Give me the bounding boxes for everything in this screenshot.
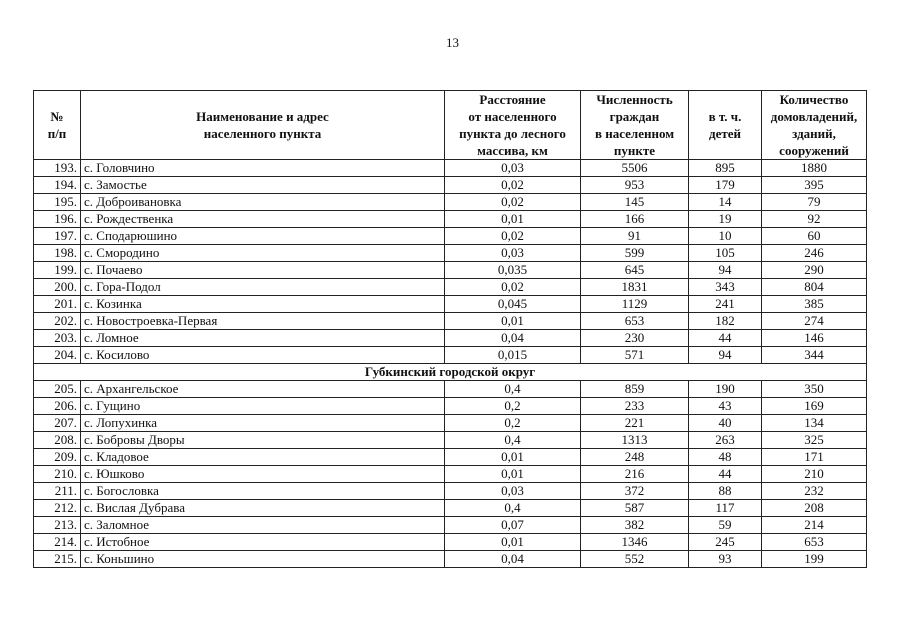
cell-population: 599 bbox=[581, 245, 689, 262]
header-line: № bbox=[50, 109, 64, 124]
cell-name: с. Богословка bbox=[81, 483, 445, 500]
cell-num: 198. bbox=[34, 245, 81, 262]
header-line: Численность bbox=[596, 92, 673, 107]
cell-children: 48 bbox=[689, 449, 762, 466]
cell-buildings: 208 bbox=[762, 500, 867, 517]
cell-num: 200. bbox=[34, 279, 81, 296]
cell-population: 5506 bbox=[581, 160, 689, 177]
cell-children: 241 bbox=[689, 296, 762, 313]
header-line: населенного пункта bbox=[203, 126, 322, 141]
cell-num: 210. bbox=[34, 466, 81, 483]
header-line: Количество bbox=[779, 92, 849, 107]
cell-name: с. Почаево bbox=[81, 262, 445, 279]
header-line: зданий, bbox=[792, 126, 836, 141]
header-children bbox=[689, 91, 762, 160]
cell-children: 14 bbox=[689, 194, 762, 211]
cell-population: 653 bbox=[581, 313, 689, 330]
cell-num: 195. bbox=[34, 194, 81, 211]
cell-distance: 0,015 bbox=[445, 347, 581, 364]
cell-children: 10 bbox=[689, 228, 762, 245]
cell-name: с. Косилово bbox=[81, 347, 445, 364]
cell-population: 216 bbox=[581, 466, 689, 483]
cell-num: 196. bbox=[34, 211, 81, 228]
cell-distance: 0,4 bbox=[445, 381, 581, 398]
cell-population: 552 bbox=[581, 551, 689, 568]
cell-distance: 0,01 bbox=[445, 466, 581, 483]
header-line: пункте bbox=[613, 143, 656, 158]
cell-buildings: 653 bbox=[762, 534, 867, 551]
cell-num: 194. bbox=[34, 177, 81, 194]
cell-num: 214. bbox=[34, 534, 81, 551]
cell-num: 197. bbox=[34, 228, 81, 245]
header-line: в т. ч. bbox=[708, 109, 742, 124]
cell-population: 1831 bbox=[581, 279, 689, 296]
cell-population: 145 bbox=[581, 194, 689, 211]
cell-buildings: 171 bbox=[762, 449, 867, 466]
cell-population: 230 bbox=[581, 330, 689, 347]
cell-population: 1346 bbox=[581, 534, 689, 551]
cell-buildings: 232 bbox=[762, 483, 867, 500]
header-line: детей bbox=[709, 126, 741, 141]
cell-name: с. Вислая Дубрава bbox=[81, 500, 445, 517]
header-line: Наименование и адрес bbox=[196, 109, 329, 124]
cell-distance: 0,4 bbox=[445, 432, 581, 449]
cell-num: 193. bbox=[34, 160, 81, 177]
cell-num: 208. bbox=[34, 432, 81, 449]
cell-children: 190 bbox=[689, 381, 762, 398]
cell-distance: 0,02 bbox=[445, 279, 581, 296]
cell-population: 1129 bbox=[581, 296, 689, 313]
cell-distance: 0,01 bbox=[445, 449, 581, 466]
header-line: сооружений bbox=[779, 143, 849, 158]
cell-population: 1313 bbox=[581, 432, 689, 449]
header-line: домовладений, bbox=[770, 109, 858, 124]
table-row bbox=[34, 432, 867, 449]
cell-population: 571 bbox=[581, 347, 689, 364]
cell-name: с. Архангельское bbox=[81, 381, 445, 398]
cell-name: с. Коньшино bbox=[81, 551, 445, 568]
cell-buildings: 210 bbox=[762, 466, 867, 483]
cell-buildings: 79 bbox=[762, 194, 867, 211]
cell-population: 645 bbox=[581, 262, 689, 279]
table-body bbox=[34, 160, 867, 568]
cell-name: с. Смородино bbox=[81, 245, 445, 262]
cell-name: с. Новостроевка-Первая bbox=[81, 313, 445, 330]
cell-buildings: 290 bbox=[762, 262, 867, 279]
cell-children: 343 bbox=[689, 279, 762, 296]
cell-children: 94 bbox=[689, 262, 762, 279]
cell-name: с. Головчино bbox=[81, 160, 445, 177]
table-row bbox=[34, 330, 867, 347]
cell-name: с. Заломное bbox=[81, 517, 445, 534]
header-line: Расстояние bbox=[479, 92, 546, 107]
table-row bbox=[34, 313, 867, 330]
section-row bbox=[34, 364, 867, 381]
table-row bbox=[34, 551, 867, 568]
cell-distance: 0,03 bbox=[445, 245, 581, 262]
table-row bbox=[34, 534, 867, 551]
cell-num: 203. bbox=[34, 330, 81, 347]
cell-name: с. Козинка bbox=[81, 296, 445, 313]
cell-buildings: 395 bbox=[762, 177, 867, 194]
table-row bbox=[34, 398, 867, 415]
cell-children: 182 bbox=[689, 313, 762, 330]
cell-population: 221 bbox=[581, 415, 689, 432]
cell-buildings: 385 bbox=[762, 296, 867, 313]
cell-name: с. Бобровы Дворы bbox=[81, 432, 445, 449]
table-row bbox=[34, 415, 867, 432]
cell-num: 204. bbox=[34, 347, 81, 364]
cell-children: 43 bbox=[689, 398, 762, 415]
cell-num: 202. bbox=[34, 313, 81, 330]
cell-population: 382 bbox=[581, 517, 689, 534]
table-row bbox=[34, 500, 867, 517]
cell-distance: 0,04 bbox=[445, 330, 581, 347]
cell-distance: 0,03 bbox=[445, 160, 581, 177]
cell-distance: 0,01 bbox=[445, 534, 581, 551]
cell-population: 233 bbox=[581, 398, 689, 415]
cell-population: 859 bbox=[581, 381, 689, 398]
cell-population: 248 bbox=[581, 449, 689, 466]
cell-children: 44 bbox=[689, 330, 762, 347]
cell-distance: 0,2 bbox=[445, 398, 581, 415]
cell-name: с. Лопухинка bbox=[81, 415, 445, 432]
cell-distance: 0,035 bbox=[445, 262, 581, 279]
table-row bbox=[34, 194, 867, 211]
cell-name: с. Сподарюшино bbox=[81, 228, 445, 245]
cell-distance: 0,045 bbox=[445, 296, 581, 313]
cell-name: с. Истобное bbox=[81, 534, 445, 551]
table-row bbox=[34, 466, 867, 483]
cell-children: 117 bbox=[689, 500, 762, 517]
table-row bbox=[34, 177, 867, 194]
header-line: массива, км bbox=[477, 143, 548, 158]
cell-num: 212. bbox=[34, 500, 81, 517]
cell-distance: 0,01 bbox=[445, 211, 581, 228]
cell-buildings: 92 bbox=[762, 211, 867, 228]
cell-population: 372 bbox=[581, 483, 689, 500]
section-title: Губкинский городской округ bbox=[34, 364, 867, 381]
cell-children: 94 bbox=[689, 347, 762, 364]
cell-buildings: 246 bbox=[762, 245, 867, 262]
cell-distance: 0,07 bbox=[445, 517, 581, 534]
settlements-table bbox=[33, 90, 867, 568]
cell-distance: 0,2 bbox=[445, 415, 581, 432]
table-row bbox=[34, 245, 867, 262]
cell-distance: 0,04 bbox=[445, 551, 581, 568]
cell-num: 211. bbox=[34, 483, 81, 500]
cell-children: 245 bbox=[689, 534, 762, 551]
cell-name: с. Рождественка bbox=[81, 211, 445, 228]
cell-distance: 0,02 bbox=[445, 228, 581, 245]
cell-num: 209. bbox=[34, 449, 81, 466]
cell-population: 91 bbox=[581, 228, 689, 245]
header-line: п/п bbox=[47, 126, 67, 141]
cell-buildings: 199 bbox=[762, 551, 867, 568]
cell-children: 59 bbox=[689, 517, 762, 534]
cell-num: 207. bbox=[34, 415, 81, 432]
cell-num: 206. bbox=[34, 398, 81, 415]
cell-name: с. Ломное bbox=[81, 330, 445, 347]
cell-name: с. Гущино bbox=[81, 398, 445, 415]
table-row bbox=[34, 279, 867, 296]
header-line: граждан bbox=[609, 109, 660, 124]
cell-children: 895 bbox=[689, 160, 762, 177]
cell-population: 166 bbox=[581, 211, 689, 228]
header-line: в населенном bbox=[594, 126, 675, 141]
cell-distance: 0,4 bbox=[445, 500, 581, 517]
cell-children: 44 bbox=[689, 466, 762, 483]
cell-buildings: 325 bbox=[762, 432, 867, 449]
cell-name: с. Юшково bbox=[81, 466, 445, 483]
table-row bbox=[34, 160, 867, 177]
cell-buildings: 804 bbox=[762, 279, 867, 296]
cell-children: 179 bbox=[689, 177, 762, 194]
cell-buildings: 350 bbox=[762, 381, 867, 398]
cell-num: 205. bbox=[34, 381, 81, 398]
cell-num: 215. bbox=[34, 551, 81, 568]
cell-children: 263 bbox=[689, 432, 762, 449]
table-row bbox=[34, 347, 867, 364]
cell-distance: 0,02 bbox=[445, 194, 581, 211]
header-name bbox=[81, 91, 445, 160]
header-num bbox=[34, 91, 81, 160]
cell-distance: 0,01 bbox=[445, 313, 581, 330]
cell-buildings: 146 bbox=[762, 330, 867, 347]
cell-num: 199. bbox=[34, 262, 81, 279]
cell-children: 88 bbox=[689, 483, 762, 500]
header-row bbox=[34, 91, 867, 160]
table-row bbox=[34, 296, 867, 313]
table-row bbox=[34, 483, 867, 500]
table-row bbox=[34, 262, 867, 279]
cell-children: 19 bbox=[689, 211, 762, 228]
cell-population: 953 bbox=[581, 177, 689, 194]
header-line: от населенного bbox=[468, 109, 557, 124]
table-row bbox=[34, 228, 867, 245]
page-number: 13 bbox=[446, 35, 459, 50]
cell-buildings: 214 bbox=[762, 517, 867, 534]
header-buildings bbox=[762, 91, 867, 160]
cell-buildings: 1880 bbox=[762, 160, 867, 177]
cell-num: 213. bbox=[34, 517, 81, 534]
table-row bbox=[34, 517, 867, 534]
header-population bbox=[581, 91, 689, 160]
header-distance bbox=[445, 91, 581, 160]
table-row bbox=[34, 211, 867, 228]
cell-children: 93 bbox=[689, 551, 762, 568]
cell-distance: 0,03 bbox=[445, 483, 581, 500]
cell-name: с. Гора-Подол bbox=[81, 279, 445, 296]
cell-buildings: 344 bbox=[762, 347, 867, 364]
table-row bbox=[34, 449, 867, 466]
cell-num: 201. bbox=[34, 296, 81, 313]
cell-buildings: 134 bbox=[762, 415, 867, 432]
cell-distance: 0,02 bbox=[445, 177, 581, 194]
cell-buildings: 169 bbox=[762, 398, 867, 415]
cell-buildings: 60 bbox=[762, 228, 867, 245]
cell-buildings: 274 bbox=[762, 313, 867, 330]
cell-children: 105 bbox=[689, 245, 762, 262]
cell-children: 40 bbox=[689, 415, 762, 432]
table-header bbox=[34, 91, 867, 160]
cell-name: с. Доброивановка bbox=[81, 194, 445, 211]
cell-name: с. Кладовое bbox=[81, 449, 445, 466]
table-row bbox=[34, 381, 867, 398]
cell-name: с. Замостье bbox=[81, 177, 445, 194]
header-line: пункта до лесного bbox=[459, 126, 566, 141]
cell-population: 587 bbox=[581, 500, 689, 517]
